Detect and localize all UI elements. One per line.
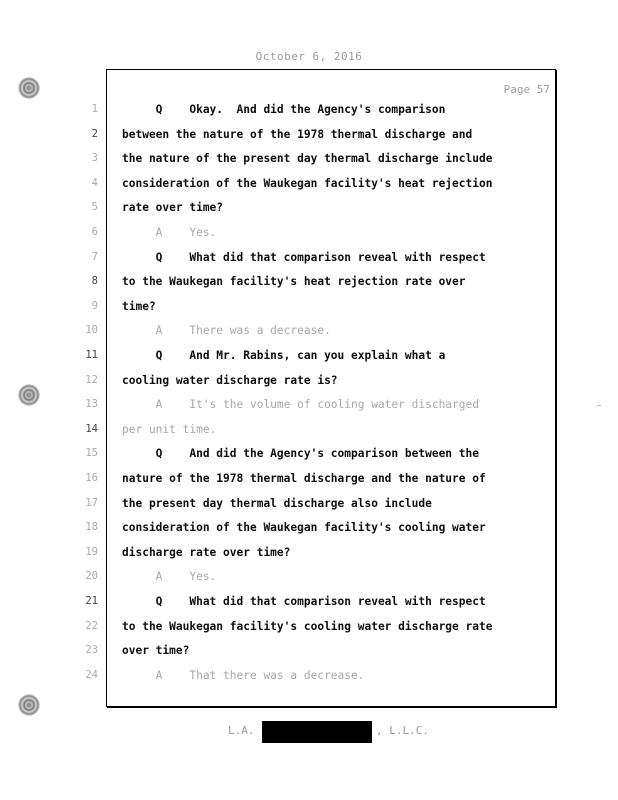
- line-number: 16: [85, 472, 98, 484]
- line-text: consideration of the Waukegan facility's heat rejection: [122, 176, 493, 190]
- transcript-line: [0, 275, 618, 295]
- line-number: 17: [85, 496, 98, 509]
- transcript-line: [0, 374, 618, 394]
- line-text: Q What did that comparison reveal with respect: [122, 595, 486, 608]
- transcript-line: [0, 300, 618, 320]
- scan-mark: [597, 405, 601, 406]
- line-text: A It's the volume of cooling water discharged: [122, 398, 479, 412]
- line-text: to the Waukegan facility's cooling water discharge rate: [122, 619, 493, 633]
- line-text: cooling water discharge rate is?: [122, 373, 338, 387]
- line-text: Q Okay. And did the Agency's comparison: [122, 103, 446, 116]
- line-number: 15: [85, 447, 98, 460]
- line-text: to the Waukegan facility's heat rejection rate over: [122, 275, 466, 289]
- line-text: A That there was a decrease.: [122, 668, 365, 682]
- line-number: 18: [85, 521, 98, 534]
- line-number: 19: [85, 545, 98, 558]
- transcript-line: [0, 152, 618, 172]
- line-text: Q And Mr. Rabins, can you explain what a: [122, 349, 446, 362]
- transcript-line: [0, 570, 618, 590]
- transcript-line: [0, 251, 618, 271]
- line-text: the nature of the present day thermal discharge include: [122, 152, 493, 166]
- line-text: Q What did that comparison reveal with respect: [122, 250, 486, 264]
- line-number: 8: [91, 275, 98, 288]
- line-number: 5: [91, 201, 98, 214]
- redaction-bar: [262, 721, 372, 743]
- transcript-line: [0, 669, 618, 689]
- line-number: 11: [85, 349, 98, 361]
- transcript-line: [0, 201, 618, 221]
- line-number: 14: [85, 422, 98, 435]
- line-text: time?: [122, 299, 156, 313]
- transcript-line: [0, 226, 618, 246]
- transcript-line: [0, 128, 618, 148]
- line-text: between the nature of the 1978 thermal discharge and: [122, 127, 473, 141]
- transcript-line: [0, 324, 618, 344]
- page-number: Page 57: [503, 83, 550, 96]
- line-number: 3: [91, 152, 98, 165]
- line-number: 1: [91, 103, 98, 115]
- line-number: 13: [85, 398, 98, 411]
- line-number: 4: [91, 176, 98, 189]
- line-text: nature of the 1978 thermal discharge and the nature of: [122, 472, 486, 485]
- transcript-line: [0, 644, 618, 664]
- line-text: consideration of the Waukegan facility's cooling water: [122, 521, 486, 535]
- line-text: over time?: [122, 644, 190, 658]
- transcript-line: [0, 620, 618, 640]
- transcript-line: [0, 595, 618, 615]
- punch-hole-bottom-icon: [18, 694, 40, 716]
- line-number: 2: [91, 127, 98, 140]
- header-date: October 6, 2016: [255, 50, 363, 63]
- footer-right-text: , L.L.C.: [376, 724, 429, 737]
- transcript-line: [0, 103, 618, 123]
- transcript-line: [0, 447, 618, 467]
- line-text: A Yes.: [122, 226, 217, 239]
- line-number: 23: [85, 644, 98, 657]
- line-number: 9: [91, 299, 98, 312]
- line-number: 22: [85, 619, 98, 632]
- line-number: 24: [85, 668, 98, 681]
- transcript-line: [0, 349, 618, 369]
- footer: [0, 721, 618, 743]
- line-number: 6: [91, 226, 98, 238]
- transcript-line: [0, 497, 618, 517]
- transcript-line: [0, 177, 618, 197]
- transcript-line: [0, 521, 618, 541]
- line-text: discharge rate over time?: [122, 545, 291, 559]
- line-number: 21: [85, 595, 98, 607]
- line-text: Q And did the Agency's comparison between the: [122, 447, 479, 461]
- line-number: 10: [85, 324, 98, 337]
- line-number: 12: [85, 373, 98, 386]
- line-text: per unit time.: [122, 422, 217, 436]
- line-number: 20: [85, 570, 98, 583]
- punch-hole-top-icon: [18, 77, 40, 99]
- transcript-line: [0, 546, 618, 566]
- line-text: A There was a decrease.: [122, 324, 331, 338]
- footer-left-text: L.A.: [228, 724, 255, 737]
- line-text: rate over time?: [122, 201, 224, 215]
- transcript-line: [0, 423, 618, 443]
- transcript-line: [0, 472, 618, 492]
- transcript-line: [0, 398, 618, 418]
- line-number: 7: [91, 250, 98, 263]
- line-text: the present day thermal discharge also include: [122, 496, 432, 510]
- line-text: A Yes.: [122, 570, 217, 584]
